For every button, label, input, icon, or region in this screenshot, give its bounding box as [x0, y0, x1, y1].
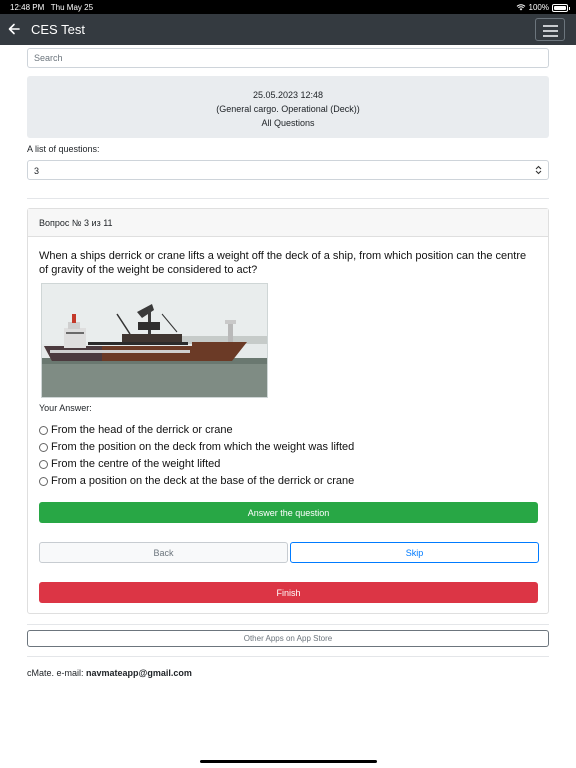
answer-label: Your Answer:	[39, 403, 92, 413]
status-clock: 12:48 PM	[10, 3, 45, 12]
answer-option[interactable]	[39, 423, 233, 437]
wifi-icon	[516, 4, 526, 11]
answer-option-label: From a position on the deck at the base of the derrick or crane	[51, 475, 355, 487]
divider	[27, 624, 549, 625]
test-category: (General cargo. Operational (Deck))	[216, 104, 360, 114]
skip-button[interactable]: Skip	[290, 542, 539, 563]
hamburger-line	[543, 25, 558, 27]
hamburger-line	[543, 35, 558, 37]
radio-button[interactable]	[39, 443, 48, 452]
question-select[interactable]	[27, 160, 549, 180]
divider	[27, 656, 549, 657]
ship-photo	[42, 284, 268, 398]
footer-contact	[27, 668, 192, 678]
back-arrow-icon[interactable]	[7, 22, 21, 36]
divider	[27, 198, 549, 199]
navbar	[0, 14, 576, 45]
question-card	[27, 208, 549, 614]
status-time	[10, 3, 93, 12]
answer-option[interactable]	[39, 457, 220, 471]
radio-button[interactable]	[39, 426, 48, 435]
test-info-panel	[27, 76, 549, 138]
other-apps-button[interactable]: Other Apps on App Store	[27, 630, 549, 647]
question-text: When a ships derrick or crane lifts a weight off the deck of a ship, from which position can the centre of gravity of the weight be considered to act?	[39, 250, 527, 276]
answer-option-label: From the head of the derrick or crane	[51, 424, 233, 436]
answer-option[interactable]	[39, 440, 354, 454]
status-right	[516, 3, 568, 12]
search-input[interactable]	[27, 48, 549, 68]
test-scope: All Questions	[261, 118, 315, 128]
answer-option[interactable]	[39, 474, 354, 488]
question-list-label: A list of questions:	[27, 144, 100, 154]
answer-option-label: From the centre of the weight lifted	[51, 458, 221, 470]
test-datetime: 25.05.2023 12:48	[252, 90, 324, 100]
page-title: CES Test	[31, 22, 85, 37]
status-date: Thu May 25	[50, 3, 94, 12]
radio-button[interactable]	[39, 477, 48, 486]
answer-option-label: From the position on the deck from which the weight was lifted	[51, 441, 355, 453]
question-select-value: 3	[34, 166, 40, 176]
menu-toggle-button[interactable]	[535, 18, 565, 41]
hamburger-line	[543, 30, 558, 32]
finish-button[interactable]: Finish	[39, 582, 538, 603]
battery-percent: 100%	[528, 3, 549, 12]
home-indicator	[200, 760, 377, 763]
answer-question-button[interactable]: Answer the question	[39, 502, 538, 523]
question-counter: Вопрос № 3 из 11	[28, 209, 548, 237]
footer-email[interactable]: navmateapp@gmail.com	[86, 668, 192, 678]
footer-prefix: cMate. e-mail:	[27, 668, 84, 678]
battery-icon	[552, 4, 568, 12]
chevron-updown-icon	[535, 165, 542, 175]
back-button[interactable]: Back	[39, 542, 288, 563]
radio-button[interactable]	[39, 460, 48, 469]
question-image	[41, 283, 268, 398]
status-bar	[0, 0, 576, 14]
